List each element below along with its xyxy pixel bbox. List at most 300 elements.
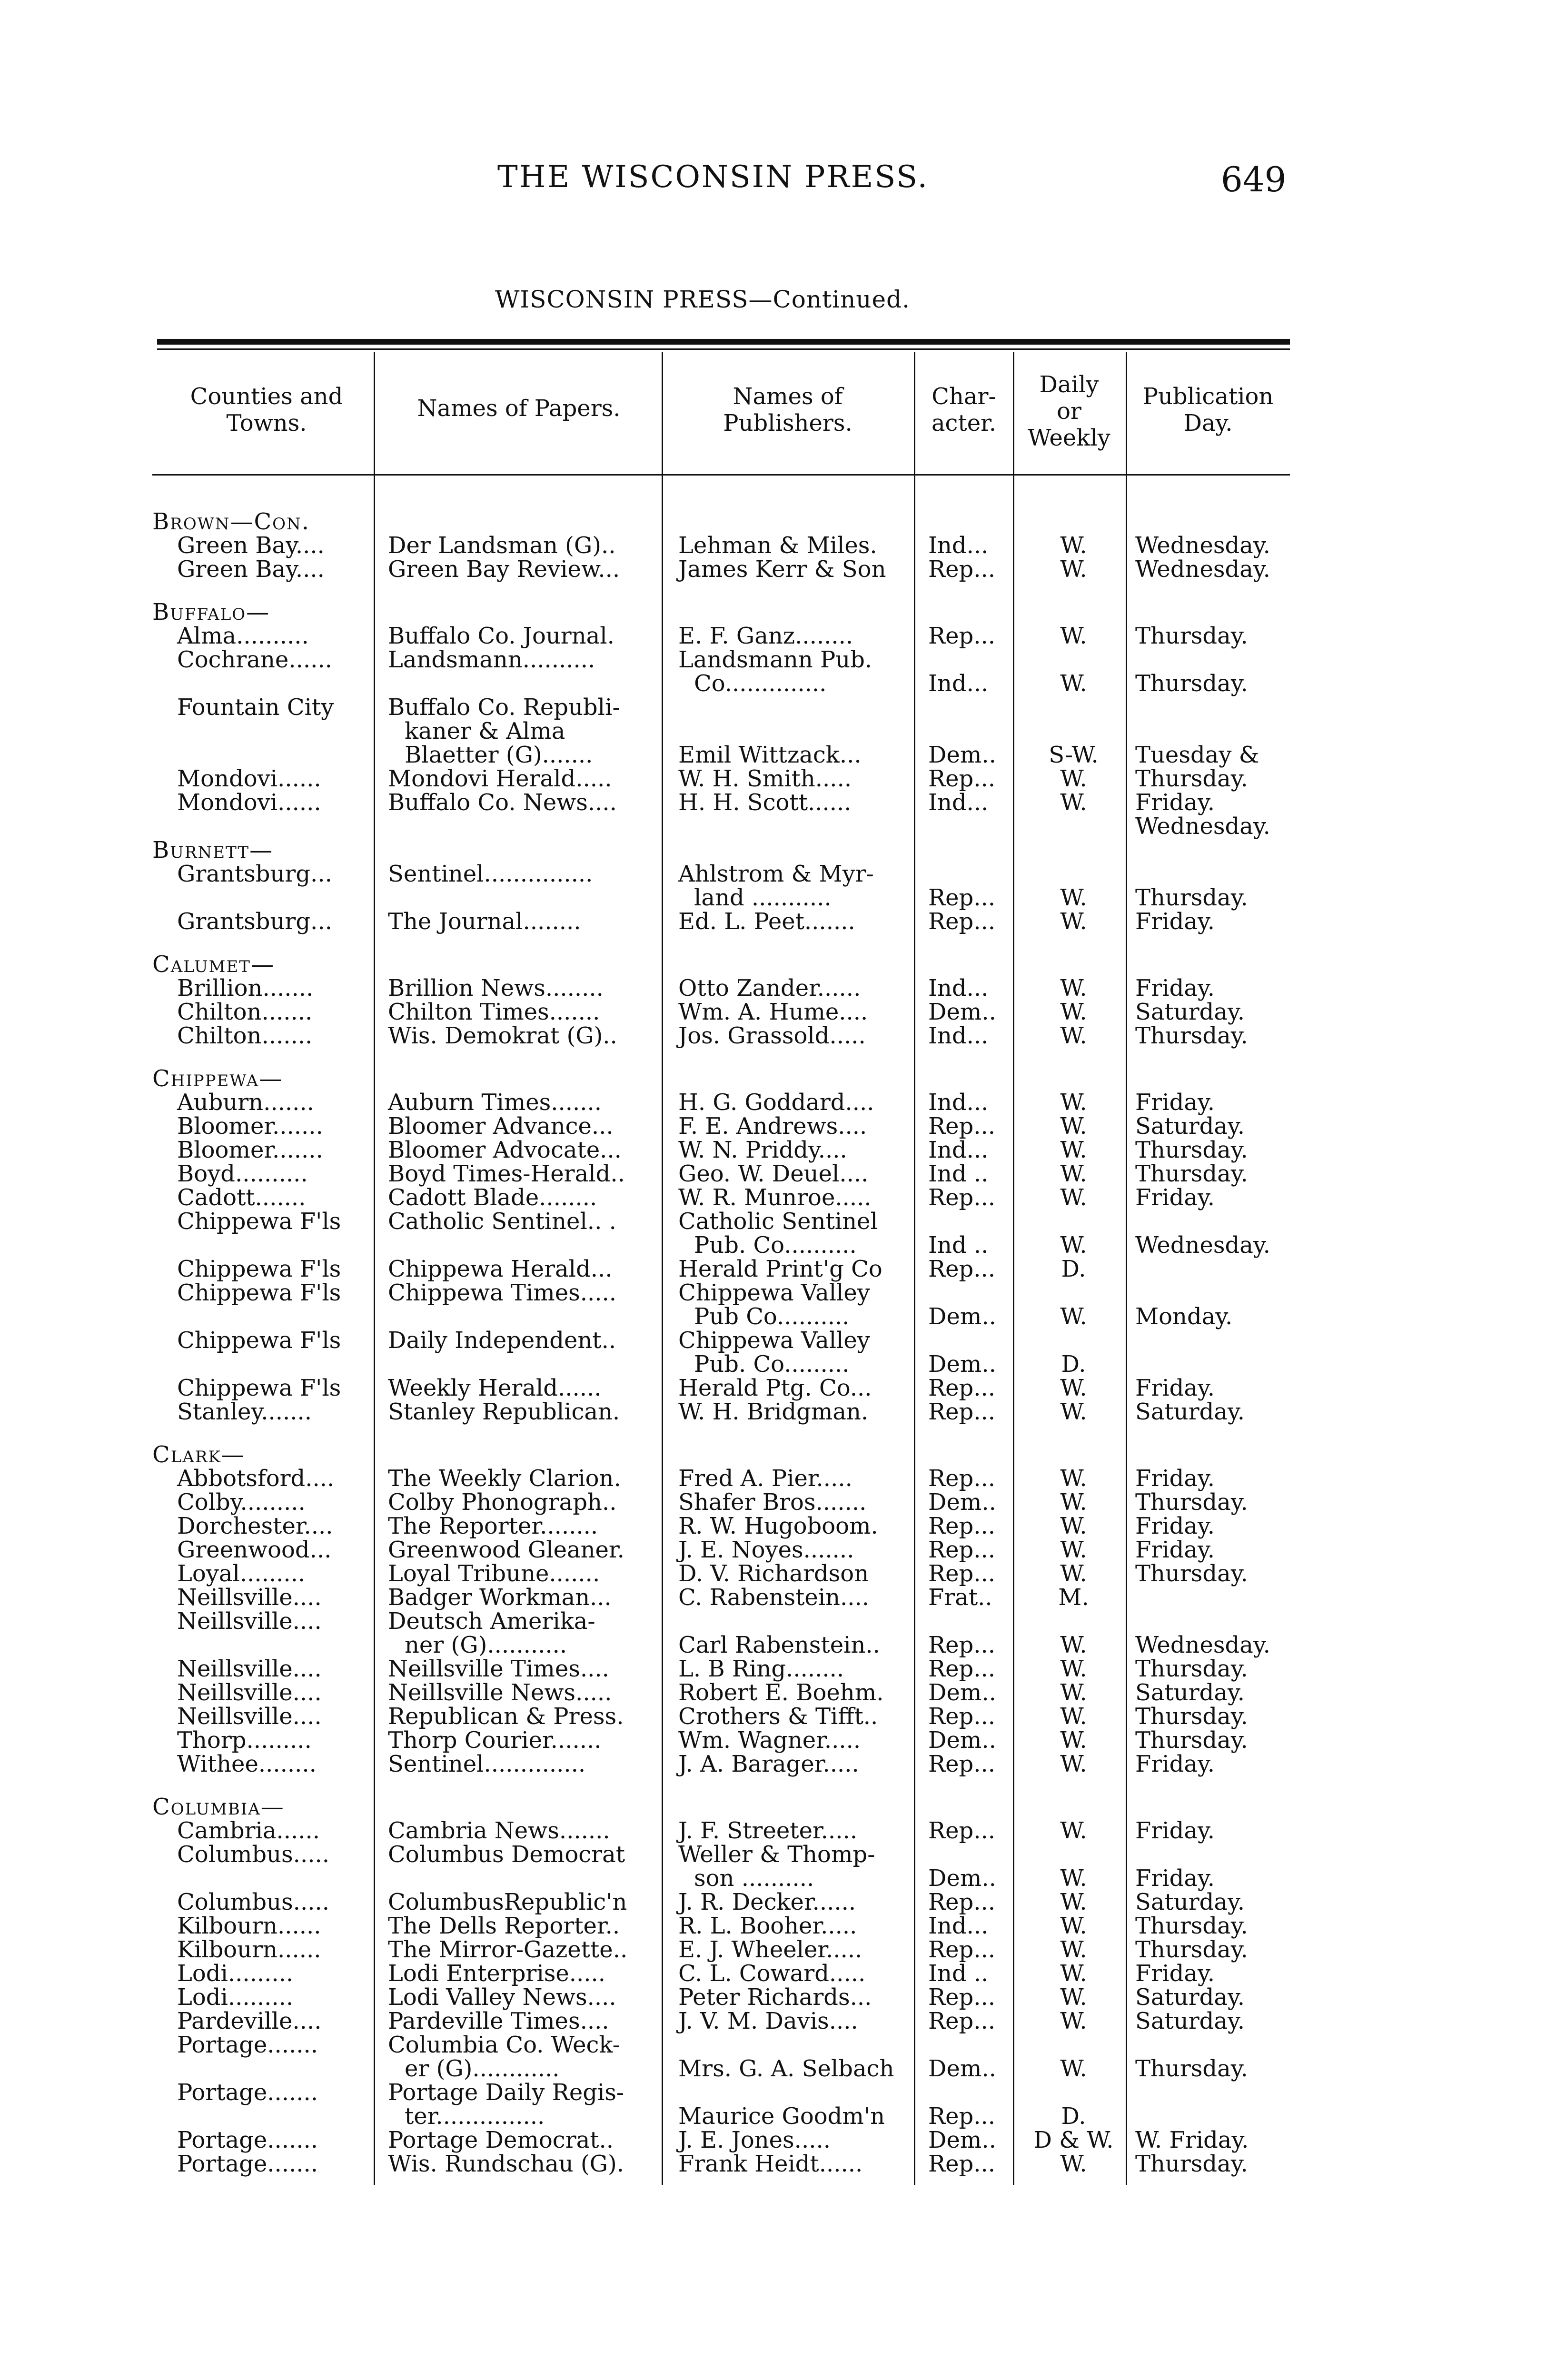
- town-cell: Cambria......: [177, 1817, 320, 1844]
- publication-day-cell: Friday.: [1135, 1537, 1215, 1563]
- table-row: [0, 1609, 1546, 1634]
- paper-name-cell: The Journal........: [388, 908, 581, 935]
- frequency-cell: W.: [1060, 1889, 1087, 1915]
- paper-name-cell: Lodi Enterprise.....: [388, 1960, 606, 1987]
- publisher-cell: J. R. Decker......: [678, 1889, 856, 1915]
- table-row: [0, 1818, 1546, 1843]
- publication-day-cell: Saturday.: [1135, 1984, 1245, 2011]
- county-heading-row: [0, 1795, 1546, 1819]
- table-row: [0, 1537, 1546, 1562]
- publisher-cell: J. E. Jones.....: [678, 2127, 831, 2153]
- paper-name-cell: Portage Daily Regis-: [388, 2079, 624, 2106]
- character-cell: Dem..: [928, 999, 996, 1025]
- frequency-cell: W.: [1060, 765, 1087, 792]
- table-row: [0, 1890, 1546, 1914]
- table-row: [0, 1466, 1546, 1491]
- publisher-cell: Wm. Wagner.....: [678, 1727, 861, 1754]
- publication-day-cell: Friday.: [1135, 1865, 1215, 1892]
- publisher-cell: Otto Zander......: [678, 975, 861, 1002]
- publisher-cell: Lehman & Miles.: [678, 532, 877, 559]
- running-head: [0, 159, 1546, 207]
- table-row: [0, 1656, 1546, 1681]
- character-cell: Rep...: [928, 1656, 996, 1682]
- county-heading-row: [0, 1442, 1546, 1467]
- publication-day-cell: Friday.: [1135, 1817, 1215, 1844]
- publication-day-cell: Thursday.: [1135, 623, 1248, 649]
- character-cell: Dem..: [928, 1679, 996, 1706]
- county-heading-row: [0, 600, 1546, 625]
- paper-name-cell: kaner & Alma: [405, 718, 565, 744]
- town-cell: Grantsburg...: [177, 861, 332, 887]
- frequency-cell: D.: [1061, 1256, 1086, 1282]
- publication-day-cell: Saturday.: [1135, 1889, 1245, 1915]
- frequency-cell: D.: [1061, 1351, 1086, 1378]
- frequency-cell: W.: [1060, 1537, 1087, 1563]
- county-heading-row: [0, 838, 1546, 863]
- table-row: [0, 1280, 1546, 1305]
- character-cell: Rep...: [928, 1936, 996, 1963]
- county-heading-row: [0, 1066, 1546, 1091]
- table-row: [0, 1257, 1546, 1281]
- col-header-publishers: Names of Publishers.: [723, 383, 852, 436]
- col-header-daily-weekly: Daily or Weekly: [1028, 371, 1110, 451]
- character-cell: Rep...: [928, 1513, 996, 1539]
- character-cell: Rep...: [928, 623, 996, 649]
- paper-name-cell: Thorp Courier.......: [388, 1727, 602, 1754]
- town-cell: Kilbourn......: [177, 1913, 321, 1939]
- paper-name-cell: Greenwood Gleaner.: [388, 1537, 624, 1563]
- paper-name-cell: Neillsville Times....: [388, 1656, 609, 1682]
- character-cell: Rep...: [928, 1751, 996, 1777]
- publisher-cell: E. J. Wheeler.....: [678, 1936, 862, 1963]
- frequency-cell: W.: [1060, 789, 1087, 816]
- town-cell: Columbus.....: [177, 1841, 329, 1868]
- table-row: [0, 2152, 1546, 2176]
- character-cell: Dem..: [928, 742, 996, 768]
- publication-day-cell: Thursday.: [1135, 1160, 1248, 1187]
- table-row: [0, 671, 1546, 696]
- publication-day-cell: Wednesday.: [1135, 1232, 1270, 1259]
- table-row: [0, 1000, 1546, 1024]
- paper-name-cell: ner (G)...........: [405, 1632, 567, 1658]
- publisher-cell: Pub Co..........: [694, 1303, 850, 1330]
- paper-name-cell: Blaetter (G).......: [405, 742, 593, 768]
- character-cell: Rep...: [928, 884, 996, 911]
- publication-day-cell: Tuesday &: [1135, 742, 1259, 768]
- publisher-cell: Pub. Co..........: [694, 1232, 857, 1259]
- character-cell: Ind ..: [928, 1160, 989, 1187]
- table-row: [0, 1399, 1546, 1424]
- publisher-cell: J. E. Noyes.......: [678, 1537, 854, 1563]
- paper-name-cell: Cadott Blade........: [388, 1184, 597, 1211]
- town-cell: Withee........: [177, 1751, 317, 1777]
- frequency-cell: W.: [1060, 1656, 1087, 1682]
- publisher-cell: Maurice Goodm'n: [678, 2103, 885, 2130]
- table-top-rule-thin: [157, 348, 1290, 350]
- character-cell: Rep...: [928, 1375, 996, 1401]
- publisher-cell: Geo. W. Deuel....: [678, 1160, 869, 1187]
- publication-day-cell: Thursday.: [1135, 1913, 1248, 1939]
- publisher-cell: H. H. Scott......: [678, 789, 852, 816]
- table-row: [0, 1561, 1546, 1586]
- table-row: [0, 1914, 1546, 1938]
- table-row: [0, 1161, 1546, 1186]
- frequency-cell: W.: [1060, 623, 1087, 649]
- character-cell: Rep...: [928, 1984, 996, 2011]
- paper-name-cell: Auburn Times.......: [388, 1089, 602, 1116]
- table-row: [0, 862, 1546, 886]
- character-cell: Dem..: [928, 1727, 996, 1754]
- publisher-cell: D. V. Richardson: [678, 1560, 869, 1587]
- publisher-cell: J. F. Streeter.....: [678, 1817, 857, 1844]
- paper-name-cell: Neillsville News.....: [388, 1679, 612, 1706]
- table-row: [0, 1961, 1546, 1986]
- town-cell: Mondovi......: [177, 789, 321, 816]
- character-cell: Rep...: [928, 1703, 996, 1730]
- publication-day-cell: Thursday.: [1135, 884, 1248, 911]
- character-cell: Dem..: [928, 1865, 996, 1892]
- town-cell: Mondovi......: [177, 765, 321, 792]
- publisher-cell: Shafer Bros.......: [678, 1489, 867, 1516]
- character-cell: Ind...: [928, 1137, 989, 1163]
- frequency-cell: W.: [1060, 2151, 1087, 2177]
- publication-day-cell: Saturday.: [1135, 1113, 1245, 1140]
- frequency-cell: W.: [1060, 1960, 1087, 1987]
- table-row: [0, 1842, 1546, 1867]
- character-cell: Rep...: [928, 2008, 996, 2034]
- county-heading: Burnett—: [152, 837, 274, 863]
- frequency-cell: W.: [1060, 1703, 1087, 1730]
- paper-name-cell: Der Landsman (G)..: [388, 532, 616, 559]
- table-row: [0, 1585, 1546, 1610]
- publication-day-cell: Wednesday.: [1135, 813, 1270, 840]
- town-cell: Bloomer.......: [177, 1113, 323, 1140]
- county-heading-row: [0, 952, 1546, 977]
- table-row: [0, 719, 1546, 744]
- publication-day-cell: Wednesday.: [1135, 1632, 1270, 1658]
- town-cell: Columbus.....: [177, 1889, 329, 1915]
- publisher-cell: L. B Ring........: [678, 1656, 844, 1682]
- publisher-cell: Chippewa Valley: [678, 1279, 870, 1306]
- paper-name-cell: er (G)............: [405, 2055, 560, 2082]
- paper-name-cell: Cambria News.......: [388, 1817, 610, 1844]
- publisher-cell: Peter Richards...: [678, 1984, 872, 2011]
- publication-day-cell: Friday.: [1135, 789, 1215, 816]
- paper-name-cell: Catholic Sentinel.. .: [388, 1208, 616, 1235]
- publication-day-cell: Friday.: [1135, 975, 1215, 1002]
- character-cell: Rep...: [928, 1537, 996, 1563]
- publication-day-cell: Thursday.: [1135, 1936, 1248, 1963]
- paper-name-cell: The Reporter........: [388, 1513, 598, 1539]
- frequency-cell: W.: [1060, 1022, 1087, 1049]
- town-cell: Portage.......: [177, 2032, 318, 2058]
- frequency-cell: W.: [1060, 556, 1087, 583]
- character-cell: Rep...: [928, 1632, 996, 1658]
- town-cell: Kilbourn......: [177, 1936, 321, 1963]
- paper-name-cell: Stanley Republican.: [388, 1398, 620, 1425]
- table-row: [0, 1233, 1546, 1258]
- frequency-cell: W.: [1060, 908, 1087, 935]
- table-row: [0, 909, 1546, 934]
- publisher-cell: Jos. Grassold.....: [678, 1022, 866, 1049]
- col-header-publication-day: Publication Day.: [1142, 383, 1274, 436]
- table-row: [0, 1352, 1546, 1377]
- col-header-papers: Names of Papers.: [417, 395, 621, 422]
- paper-name-cell: Sentinel...............: [388, 861, 593, 887]
- character-cell: Ind...: [928, 532, 989, 559]
- frequency-cell: W.: [1060, 1936, 1087, 1963]
- character-cell: Ind ..: [928, 1232, 989, 1259]
- frequency-cell: W.: [1060, 1751, 1087, 1777]
- frequency-cell: D.: [1061, 2103, 1086, 2130]
- table-row: [0, 1490, 1546, 1515]
- table-row: [0, 1023, 1546, 1048]
- frequency-cell: D & W.: [1033, 2127, 1114, 2153]
- character-cell: Rep...: [928, 2151, 996, 2177]
- table-row: [0, 1376, 1546, 1400]
- paper-name-cell: Daily Independent..: [388, 1327, 616, 1354]
- paper-name-cell: ColumbusRepublic'n: [388, 1889, 627, 1915]
- county-heading: Clark—: [152, 1441, 245, 1468]
- frequency-cell: W.: [1060, 1865, 1087, 1892]
- publication-day-cell: Saturday.: [1135, 1679, 1245, 1706]
- publication-day-cell: Thursday.: [1135, 1560, 1248, 1587]
- publication-day-cell: W. Friday.: [1135, 2127, 1249, 2153]
- character-cell: Rep...: [928, 1256, 996, 1282]
- publisher-cell: Mrs. G. A. Selbach: [678, 2055, 894, 2082]
- frequency-cell: M.: [1058, 1584, 1089, 1611]
- frequency-cell: W.: [1060, 975, 1087, 1002]
- table-row: [0, 1633, 1546, 1657]
- county-heading: Calumet—: [152, 951, 275, 978]
- press-table-body: [0, 476, 1546, 2190]
- frequency-cell: W.: [1060, 532, 1087, 559]
- town-cell: Portage.......: [177, 2151, 318, 2177]
- publication-day-cell: Thursday.: [1135, 1656, 1248, 1682]
- col-header-counties: Counties and Towns.: [190, 383, 343, 436]
- frequency-cell: W.: [1060, 1089, 1087, 1116]
- publisher-cell: C. Rabenstein....: [678, 1584, 870, 1611]
- page-number: 649: [1221, 159, 1287, 199]
- publication-day-cell: Thursday.: [1135, 765, 1248, 792]
- paper-name-cell: Republican & Press.: [388, 1703, 624, 1730]
- table-row: [0, 1985, 1546, 2010]
- publisher-cell: W. H. Smith.....: [678, 765, 852, 792]
- table-top-rule: [157, 339, 1290, 345]
- paper-name-cell: Landsmann..........: [388, 646, 595, 673]
- county-heading: Brown—Con.: [152, 508, 310, 535]
- table-row: [0, 557, 1546, 582]
- frequency-cell: W.: [1060, 1513, 1087, 1539]
- frequency-cell: W.: [1060, 2055, 1087, 2082]
- publisher-cell: J. A. Barager.....: [678, 1751, 859, 1777]
- table-row: [0, 1114, 1546, 1139]
- table-row: [0, 976, 1546, 1001]
- frequency-cell: W.: [1060, 1303, 1087, 1330]
- character-cell: Ind...: [928, 789, 989, 816]
- town-cell: Auburn.......: [177, 1089, 314, 1116]
- publisher-cell: W. N. Priddy....: [678, 1137, 847, 1163]
- character-cell: Rep...: [928, 908, 996, 935]
- publisher-cell: Herald Print'g Co: [678, 1256, 882, 1282]
- table-row: [0, 1680, 1546, 1705]
- publisher-cell: Emil Wittzack...: [678, 742, 862, 768]
- paper-name-cell: Bloomer Advance...: [388, 1113, 614, 1140]
- character-cell: Dem..: [928, 1351, 996, 1378]
- table-row: [0, 766, 1546, 791]
- publication-day-cell: Thursday.: [1135, 1489, 1248, 1516]
- table-row: [0, 1937, 1546, 1962]
- county-heading-row: [0, 509, 1546, 534]
- frequency-cell: W.: [1060, 1984, 1087, 2011]
- character-cell: Ind...: [928, 975, 989, 1002]
- publisher-cell: Chippewa Valley: [678, 1327, 870, 1354]
- paper-name-cell: Portage Democrat..: [388, 2127, 614, 2153]
- publication-day-cell: Friday.: [1135, 1960, 1215, 1987]
- publisher-cell: Herald Ptg. Co...: [678, 1375, 872, 1401]
- publisher-cell: Carl Rabenstein..: [678, 1632, 880, 1658]
- character-cell: Rep...: [928, 1560, 996, 1587]
- town-cell: Boyd..........: [177, 1160, 308, 1187]
- town-cell: Neillsville....: [177, 1703, 322, 1730]
- county-heading: Chippewa—: [152, 1065, 283, 1092]
- frequency-cell: W.: [1060, 1560, 1087, 1587]
- publication-day-cell: Saturday.: [1135, 999, 1245, 1025]
- publication-day-cell: Friday.: [1135, 1465, 1215, 1492]
- character-cell: Rep...: [928, 1817, 996, 1844]
- town-cell: Stanley.......: [177, 1398, 312, 1425]
- paper-name-cell: The Dells Reporter..: [388, 1913, 620, 1939]
- town-cell: Portage.......: [177, 2079, 318, 2106]
- publisher-cell: Wm. A. Hume....: [678, 999, 868, 1025]
- character-cell: Ind...: [928, 1022, 989, 1049]
- character-cell: Rep...: [928, 1398, 996, 1425]
- table-row: [0, 1304, 1546, 1329]
- col-header-character: Char- acter.: [931, 383, 997, 436]
- publication-day-cell: Thursday.: [1135, 2055, 1248, 2082]
- table-row: [0, 790, 1546, 815]
- paper-name-cell: Buffalo Co. News....: [388, 789, 617, 816]
- character-cell: Dem..: [928, 2055, 996, 2082]
- publication-day-cell: Wednesday.: [1135, 532, 1270, 559]
- town-cell: Lodi.........: [177, 1960, 294, 1987]
- publication-day-cell: Saturday.: [1135, 1398, 1245, 1425]
- frequency-cell: W.: [1060, 1160, 1087, 1187]
- table-row: [0, 2080, 1546, 2105]
- town-cell: Chippewa F'ls: [177, 1375, 341, 1401]
- town-cell: Green Bay....: [177, 532, 325, 559]
- paper-name-cell: Pardeville Times....: [388, 2008, 609, 2034]
- paper-name-cell: The Weekly Clarion.: [388, 1465, 621, 1492]
- publication-day-cell: Thursday.: [1135, 2151, 1248, 2177]
- paper-name-cell: Badger Workman...: [388, 1584, 612, 1611]
- town-cell: Colby.........: [177, 1489, 306, 1516]
- paper-name-cell: Lodi Valley News....: [388, 1984, 616, 2011]
- table-row: [0, 1138, 1546, 1162]
- table-row: [0, 2009, 1546, 2033]
- table-row: [0, 885, 1546, 910]
- publication-day-cell: Thursday.: [1135, 1137, 1248, 1163]
- table-row: [0, 1752, 1546, 1776]
- publisher-cell: land ...........: [694, 884, 832, 911]
- paper-name-cell: Boyd Times-Herald..: [388, 1160, 625, 1187]
- publisher-cell: E. F. Ganz........: [678, 623, 853, 649]
- paper-name-cell: Buffalo Co. Journal.: [388, 623, 614, 649]
- table-row: [0, 624, 1546, 648]
- town-cell: Thorp.........: [177, 1727, 312, 1754]
- publisher-cell: Ahlstrom & Myr-: [678, 861, 874, 887]
- town-cell: Brillion.......: [177, 975, 314, 1002]
- table-row: [0, 1090, 1546, 1115]
- town-cell: Green Bay....: [177, 556, 325, 583]
- town-cell: Neillsville....: [177, 1679, 322, 1706]
- paper-name-cell: Mondovi Herald.....: [388, 765, 612, 792]
- table-row: [0, 814, 1546, 839]
- frequency-cell: W.: [1060, 1817, 1087, 1844]
- town-cell: Pardeville....: [177, 2008, 322, 2034]
- character-cell: Dem..: [928, 1489, 996, 1516]
- publisher-cell: son ..........: [694, 1865, 814, 1892]
- character-cell: Rep...: [928, 765, 996, 792]
- paper-name-cell: Bloomer Advocate...: [388, 1137, 622, 1163]
- frequency-cell: W.: [1060, 884, 1087, 911]
- frequency-cell: W.: [1060, 1137, 1087, 1163]
- publisher-cell: F. E. Andrews....: [678, 1113, 867, 1140]
- paper-name-cell: Chippewa Times.....: [388, 1279, 617, 1306]
- table-row: [0, 647, 1546, 672]
- table-row: [0, 743, 1546, 767]
- character-cell: Ind...: [928, 670, 989, 697]
- publication-day-cell: Friday.: [1135, 1513, 1215, 1539]
- town-cell: Chippewa F'ls: [177, 1208, 341, 1235]
- character-cell: Dem..: [928, 2127, 996, 2153]
- town-cell: Abbotsford....: [177, 1465, 335, 1492]
- table-row: [0, 2128, 1546, 2152]
- table-row: [0, 1866, 1546, 1891]
- paper-name-cell: Chilton Times.......: [388, 999, 600, 1025]
- character-cell: Ind...: [928, 1913, 989, 1939]
- town-cell: Bloomer.......: [177, 1137, 323, 1163]
- frequency-cell: W.: [1060, 1727, 1087, 1754]
- town-cell: Chilton.......: [177, 1022, 313, 1049]
- running-title: THE WISCONSIN PRESS.: [497, 159, 929, 195]
- paper-name-cell: Wis. Rundschau (G).: [388, 2151, 624, 2177]
- town-cell: Chippewa F'ls: [177, 1256, 341, 1282]
- character-cell: Ind ..: [928, 1960, 989, 1987]
- publication-day-cell: Friday.: [1135, 1375, 1215, 1401]
- paper-name-cell: Brillion News........: [388, 975, 604, 1002]
- paper-name-cell: Deutsch Amerika-: [388, 1608, 595, 1635]
- paper-name-cell: Columbus Democrat: [388, 1841, 625, 1868]
- paper-name-cell: Loyal Tribune.......: [388, 1560, 600, 1587]
- county-heading: Columbia—: [152, 1794, 285, 1820]
- paper-name-cell: Wis. Demokrat (G)..: [388, 1022, 617, 1049]
- publication-day-cell: Monday.: [1135, 1303, 1233, 1330]
- town-cell: Fountain City: [177, 694, 334, 721]
- publisher-cell: Fred A. Pier.....: [678, 1465, 852, 1492]
- publisher-cell: R. W. Hugoboom.: [678, 1513, 878, 1539]
- town-cell: Neillsville....: [177, 1608, 322, 1635]
- frequency-cell: W.: [1060, 1679, 1087, 1706]
- town-cell: Loyal.........: [177, 1560, 306, 1587]
- publication-day-cell: Thursday.: [1135, 1022, 1248, 1049]
- publication-day-cell: Friday.: [1135, 1751, 1215, 1777]
- town-cell: Neillsville....: [177, 1656, 322, 1682]
- publication-day-cell: Thursday.: [1135, 1703, 1248, 1730]
- frequency-cell: W.: [1060, 1113, 1087, 1140]
- town-cell: Dorchester....: [177, 1513, 333, 1539]
- table-row: [0, 1328, 1546, 1353]
